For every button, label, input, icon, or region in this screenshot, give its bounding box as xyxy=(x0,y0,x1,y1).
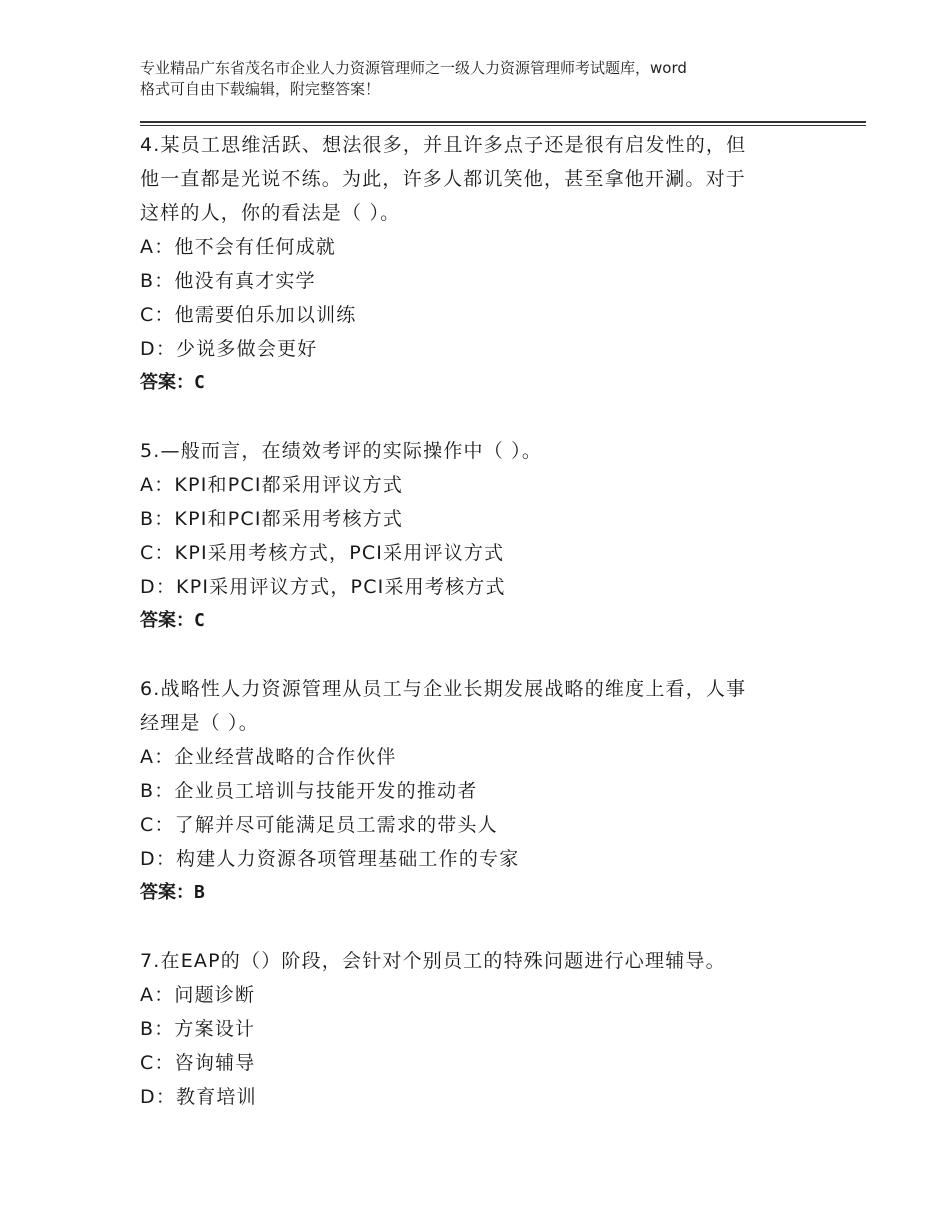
option-a: A：他不会有任何成就 xyxy=(140,236,336,258)
question-stem-line: 7.在EAP的（）阶段，会针对个别员工的特殊问题进行心理辅导。 xyxy=(140,950,726,972)
header-rule-thin xyxy=(140,125,866,126)
header-rule-thick xyxy=(140,121,866,123)
option-b: B：方案设计 xyxy=(140,1018,256,1040)
option-a: A：企业经营战略的合作伙伴 xyxy=(140,746,397,768)
option-c: C：他需要伯乐加以训练 xyxy=(140,304,357,326)
answer-value: B xyxy=(194,882,205,903)
answer-label: 答案： xyxy=(140,610,194,631)
question-7 xyxy=(140,944,800,1114)
option-d: D：少说多做会更好 xyxy=(140,338,318,360)
question-stem-line: 5.—般而言，在绩效考评的实际操作中（ ）。 xyxy=(140,440,543,462)
option-c: C：咨询辅导 xyxy=(140,1052,256,1074)
answer-label: 答案： xyxy=(140,882,194,903)
question-stem-line: 经理是（ ）。 xyxy=(140,712,259,734)
answer-line xyxy=(140,876,800,910)
option-b: B：他没有真才实学 xyxy=(140,270,316,292)
option-d: D：构建人力资源各项管理基础工作的专家 xyxy=(140,848,520,870)
question-list xyxy=(140,128,800,1114)
question-stem-line: 他一直都是光说不练。为此，许多人都讥笑他，甚至拿他开涮。对于 xyxy=(140,168,747,190)
question-stem-line: 6.战略性人力资源管理从员工与企业长期发展战略的维度上看，人事 xyxy=(140,678,747,700)
option-a: A：KPI和PCI都采用评议方式 xyxy=(140,474,404,496)
question-4 xyxy=(140,128,800,400)
option-d: D：教育培训 xyxy=(140,1086,257,1108)
question-stem xyxy=(140,944,800,978)
answer-label: 答案： xyxy=(140,372,194,393)
question-stem xyxy=(140,672,800,740)
answer-value: C xyxy=(194,610,205,631)
option-c: C：KPI采用考核方式，PCI采用评议方式 xyxy=(140,542,505,564)
option-b: B：企业员工培训与技能开发的推动者 xyxy=(140,780,478,802)
question-6 xyxy=(140,672,800,910)
header-line-1: 专业精品广东省茂名市企业人力资源管理师之一级人力资源管理师考试题库，word xyxy=(140,59,687,77)
question-stem-line: 这样的人，你的看法是（ ）。 xyxy=(140,202,401,224)
answer-line xyxy=(140,366,800,400)
option-b: B：KPI和PCI都采用考核方式 xyxy=(140,508,404,530)
page-header xyxy=(140,58,830,100)
answer-line xyxy=(140,604,800,638)
header-line-2: 格式可自由下载编辑，附完整答案！ xyxy=(140,80,381,98)
option-a: A：问题诊断 xyxy=(140,984,256,1006)
option-d: D：KPI采用评议方式，PCI采用考核方式 xyxy=(140,576,506,598)
answer-value: C xyxy=(194,372,205,393)
option-c: C：了解并尽可能满足员工需求的带头人 xyxy=(140,814,498,836)
question-5 xyxy=(140,434,800,638)
question-stem xyxy=(140,128,800,230)
question-stem xyxy=(140,434,800,468)
question-stem-line: 4.某员工思维活跃、想法很多，并且许多点子还是很有启发性的，但 xyxy=(140,134,747,156)
